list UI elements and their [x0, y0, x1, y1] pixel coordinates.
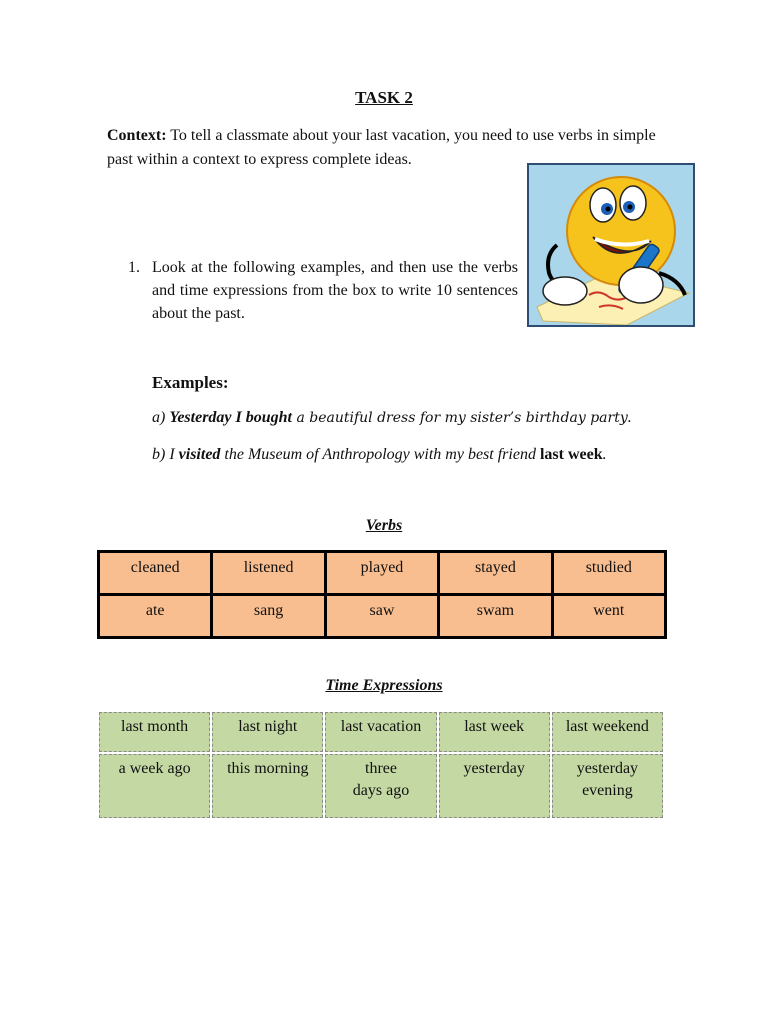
time-expression-cell: last week [439, 712, 550, 752]
time-expression-cell: last night [212, 712, 323, 752]
examples-heading: Examples: [152, 373, 229, 392]
verb-cell: played [327, 553, 437, 593]
time-expressions-heading: Time Expressions [325, 677, 443, 694]
time-expression-cell: yesterday [439, 754, 550, 818]
smiley-writing-icon [527, 163, 695, 327]
example-a [152, 409, 632, 427]
time-expression-cell: a week ago [99, 754, 210, 818]
time-expression-cell: last weekend [552, 712, 663, 752]
instruction-number: 1. [128, 259, 140, 276]
verb-cell: studied [554, 553, 664, 593]
verb-cell: sang [213, 596, 323, 636]
page-title: TASK 2 [355, 88, 413, 107]
example-b-bold-verb: visited [178, 446, 221, 463]
example-b-end: . [602, 446, 607, 463]
verb-cell: ate [100, 596, 210, 636]
example-b-bold-time: last week [539, 446, 603, 463]
example-b-prefix: b) I [152, 446, 179, 463]
time-expression-cell: last vacation [325, 712, 436, 752]
time-expressions-table [99, 712, 663, 816]
verb-cell: cleaned [100, 553, 210, 593]
verb-cell: went [554, 596, 664, 636]
example-a-end: . [627, 409, 632, 426]
example-a-rest: a beautiful dress for my sister’s birthday party [292, 410, 628, 426]
time-expression-cell: last month [99, 712, 210, 752]
instruction-item [128, 256, 518, 325]
example-a-bold: Yesterday I bought [169, 409, 292, 426]
context-text: To tell a classmate about your last vacation, you need to use verbs in simple past within a context to express complete ideas. [107, 127, 656, 168]
time-expression-cell: this morning [212, 754, 323, 818]
time-expression-cell: three days ago [325, 754, 436, 818]
verb-cell: saw [327, 596, 437, 636]
example-b [152, 446, 607, 464]
instruction-text: Look at the following examples, and then use the verbs and time expressions from the box to write 10 sentences about the past. [152, 259, 518, 322]
context-label: Context: [107, 127, 167, 144]
time-expression-cell: yesterday evening [552, 754, 663, 818]
example-a-prefix: a) [152, 409, 170, 426]
example-b-middle: the Museum of Anthropology with my best friend [220, 446, 540, 463]
verbs-table [97, 550, 667, 639]
verb-cell: stayed [440, 553, 550, 593]
verbs-heading: Verbs [365, 517, 403, 534]
verb-cell: swam [440, 596, 550, 636]
verb-cell: listened [213, 553, 323, 593]
